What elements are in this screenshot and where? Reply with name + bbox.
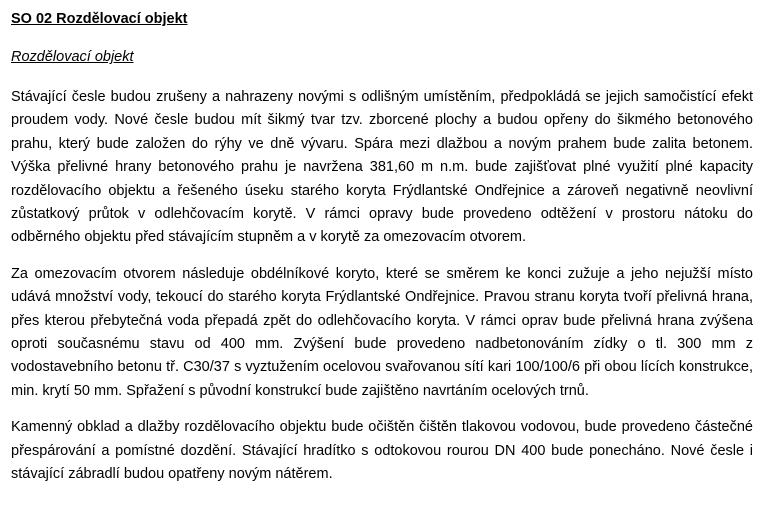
subsection-title: Rozdělovací objekt	[11, 49, 134, 65]
paragraph-cladding: Kamenný obklad a dlažby rozdělovacího objektu bude očištěn čištěn tlakovou vodovou, bude provedeno částečné přespárování a pomístné dozdění. Stávající hradítko s odtokovou rourou DN 400 bude ponecháno. Nové česle i stávající zábradlí budou opatřeny novým nátěrem.	[11, 419, 753, 483]
paragraph-screens: Stávající česle budou zrušeny a nahrazeny novými s odlišným umístěním, předpokládá se jejich samočistící efekt proudem vody. Nové česle budou mít šikmý tvar tzv. zborcené plochy a budou opřeny do šikmého betonového prahu, který bude založen do rýhy ve dně vývaru. Spára mezi dlažbou a novým prahem bude zalita betonem. Výška přelivné hrany betonového prahu je navržena 381,60 m n.m. bude zajišťovat plné využití plné kapacity rozdělovacího objektu a řešeného úseku starého koryta Frýdlantské Ondřejnice a zároveň negativně neovlivní zůstatkový průtok v odlehčovacím korytě. V rámci opravy bude provedeno odtěžení v prostoru nátoku do odběrného objektu před stávajícím stupněm a v korytě za omezovacím otvorem.	[11, 89, 753, 246]
section-title: SO 02 Rozdělovací objekt	[11, 11, 188, 27]
paragraph-channel: Za omezovacím otvorem následuje obdélníkové koryto, které se směrem ke konci zužuje a jeho nejužší místo udává množství vody, tekoucí do starého koryta Frýdlantské Ondřejnice. Pravou stranu koryta tvoří přelivná hrana, přes kterou přebytečná voda přepadá zpět do odlehčovacího koryta. V rámci oprav bude přelivná hrana zvýšena oproti současnému stavu od 400 mm. Zvýšení bude provedeno nadbetonováním zídky o tl. 300 mm z vodostavebního betonu tř. C30/37 s vyztužením ocelovou svařovanou sítí kari 100/100/6 při obou lících konstrukce, min. krytí 50 mm. Spřažení s původní konstrukcí bude zajištěno navrtáním ocelových trnů.	[11, 265, 753, 399]
